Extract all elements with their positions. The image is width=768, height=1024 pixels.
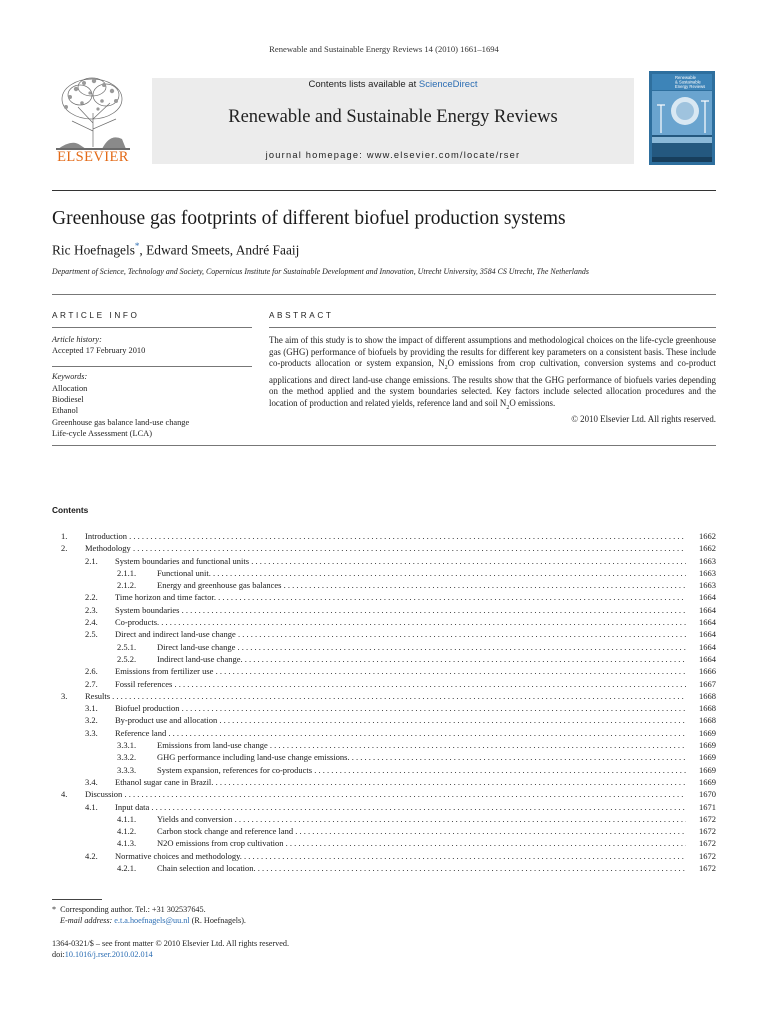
toc-entry-number: 4.1.	[85, 801, 98, 812]
toc-entry-label[interactable]: Ethanol sugar cane in Brazil. . . .	[115, 776, 692, 788]
toc-entry-number: 2.5.	[85, 629, 98, 640]
toc-entry-number: 2.3.	[85, 604, 98, 615]
toc-entry-page: 1662	[686, 542, 716, 554]
toc-entry-number: 1.	[61, 531, 68, 541]
toc-entry-label[interactable]: Time horizon and time factor. . . .	[115, 591, 692, 603]
abstract-bottom-divider	[52, 445, 716, 446]
copyright-line: © 2010 Elsevier Ltd. All rights reserved.	[571, 414, 716, 425]
toc-entry-number: 3.4.	[85, 776, 98, 787]
toc-entry[interactable]	[52, 801, 716, 813]
abstract-body: The aim of this study is to show the impact of different assumptions and methodological choices on the life-cycle greenhouse gas (GHG) performance of biofuels by providing the results for different key parameters on a consistent basis. These include co-products allocation or system expansion, $N_2O$ emissions from crop cultivation, conversion systems and co-product applications and direct land-use change emissions. The results show that the GHG performance of biofuels varies depending on the method applied and the system boundaries selected. Key factors include selected allocation procedures and the location of production and related yields, reference land and soil $N_2O$ emissions. © 2010 Elsevier Ltd. All rights reserved.	[269, 335, 716, 425]
toc-entry-number: 2.5.2.	[117, 653, 137, 664]
sciencedirect-link[interactable]: ScienceDirect	[418, 79, 478, 90]
doi-link[interactable]: 10.1016/j.rser.2010.02.014	[64, 950, 153, 960]
keyword-item: Allocation	[52, 384, 88, 393]
toc-entry-page: 1664	[686, 653, 716, 665]
running-head: Renewable and Sustainable Energy Reviews 14 (2010) 1661–1694	[269, 44, 499, 54]
toc-entry-number: 4.1.2.	[117, 826, 137, 837]
toc-entry-page: 1666	[686, 665, 716, 677]
elsevier-wordmark: ELSEVIER	[57, 149, 129, 165]
toc-entry-label[interactable]: Fossil references . . .	[115, 678, 692, 690]
toc-entry-page: 1672	[686, 813, 716, 825]
toc-entry-number: 2.4.	[85, 617, 98, 628]
toc-entry[interactable]	[52, 862, 716, 874]
corresponding-author-mark[interactable]: *	[134, 241, 140, 251]
abstract-divider	[269, 327, 716, 328]
toc-entry-label[interactable]: Co-products. . . .	[115, 616, 692, 628]
toc-entry-number: 3.2.	[85, 715, 98, 726]
toc-entry-page: 1671	[686, 801, 716, 813]
toc-entry-page: 1668	[686, 714, 716, 726]
toc-entry-label[interactable]: System boundaries and functional units . . .	[115, 555, 692, 567]
toc-entry-page: 1668	[686, 702, 716, 714]
keyword-item: Ethanol	[52, 406, 79, 416]
toc-entry[interactable]	[52, 788, 716, 800]
toc-entry[interactable]	[52, 776, 716, 788]
toc-entry-number: 4.	[61, 789, 68, 800]
toc-entry-label[interactable]: Yields and conversion . . .	[157, 813, 692, 825]
toc-entry-page: 1670	[686, 788, 716, 800]
toc-entry-page: 1664	[686, 628, 716, 640]
toc-entry-label[interactable]: N2O emissions from crop cultivation . . .	[157, 837, 692, 849]
toc-entry-page: 1672	[686, 862, 716, 874]
toc-entry[interactable]	[52, 739, 716, 751]
toc-entry-number: 2.1.2.	[117, 580, 137, 591]
toc-entry-page: 1664	[686, 616, 716, 628]
toc-entry-label[interactable]: Introduction . . .	[85, 530, 692, 542]
toc-entry[interactable]	[52, 751, 716, 763]
toc-entry[interactable]	[52, 530, 716, 542]
toc-entry[interactable]	[52, 616, 716, 628]
toc-entry-number: 2.	[61, 543, 68, 554]
toc-entry-label[interactable]: Input data . . .	[115, 801, 692, 813]
toc-entry-page: 1669	[686, 764, 716, 776]
toc-entry[interactable]	[52, 653, 716, 665]
keyword-list	[52, 383, 189, 439]
accepted-date: Accepted 17 February 2010	[52, 346, 146, 355]
toc-entry-label[interactable]: System boundaries . . .	[115, 604, 692, 616]
toc-entry-label[interactable]: By-product use and allocation . . .	[115, 714, 692, 726]
toc-entry[interactable]	[52, 567, 716, 579]
toc-entry-label[interactable]: Normative choices and methodology. . . .	[115, 850, 692, 862]
toc-entry[interactable]	[52, 727, 716, 739]
toc-entry[interactable]	[52, 641, 716, 653]
toc-entry[interactable]	[52, 702, 716, 714]
toc-entry[interactable]	[52, 591, 716, 603]
author-list	[52, 241, 299, 258]
toc-entry-page: 1662	[686, 530, 716, 542]
email-link[interactable]: e.t.a.hoefnagels@uu.nl	[114, 916, 190, 926]
title-divider	[52, 294, 716, 295]
toc-entry-number: 2.7.	[85, 678, 98, 689]
toc-entry-page: 1672	[686, 850, 716, 862]
article-info-divider	[52, 327, 252, 328]
toc-entry[interactable]	[52, 579, 716, 591]
toc-entry[interactable]	[52, 714, 716, 726]
article-title: Greenhouse gas footprints of different biofuel production systems	[52, 208, 566, 229]
toc-entry-label[interactable]: Functional unit. . . .	[157, 567, 692, 579]
toc-entry[interactable]	[52, 690, 716, 702]
cover-title-line-1: Renewable	[675, 75, 696, 80]
toc-entry-label[interactable]: Carbon stock change and reference land . . .	[157, 825, 692, 837]
toc-entry[interactable]	[52, 850, 716, 862]
toc-entry-number: 3.3.	[85, 727, 98, 738]
toc-entry-page: 1663	[686, 567, 716, 579]
article-info-heading: ARTICLE INFO	[52, 311, 140, 320]
keyword-item: Life-cycle Assessment (LCA)	[52, 428, 153, 438]
toc-entry-label[interactable]: Emissions from land-use change . . .	[157, 739, 692, 751]
keywords-divider	[52, 366, 252, 367]
keyword-item: Biodiesel	[52, 395, 84, 405]
toc-entry[interactable]	[52, 837, 716, 849]
cover-title-line-2: & Sustainable	[675, 79, 701, 85]
toc-entry-label[interactable]: Results . . .	[85, 690, 692, 702]
journal-title: Renewable and Sustainable Energy Reviews	[228, 107, 558, 127]
toc-entry-label[interactable]: Chain selection and location. . . .	[157, 862, 692, 874]
toc-entry[interactable]	[52, 813, 716, 825]
corresponding-author-footnote: * Corresponding author. Tel.: +31 302537645. E-mail address: e.t.a.hoefnagels@uu.nl (R. Hoefnagels).	[52, 905, 246, 926]
journal-cover-image	[649, 71, 715, 165]
toc-entry-number: 2.2.	[85, 592, 98, 603]
issn-block: 1364-0321/$ – see front matter © 2010 Elsevier Ltd. All rights reserved. doi:10.1016/j.rser.2010.02.014	[52, 939, 290, 960]
toc-entry-number: 3.3.1.	[117, 740, 137, 751]
toc-entry[interactable]	[52, 678, 716, 690]
toc-entry-label[interactable]: Direct land-use change . . .	[157, 641, 692, 653]
toc-entry-label[interactable]: Biofuel production . . .	[115, 702, 692, 714]
toc-entry-page: 1669	[686, 751, 716, 763]
abstract-heading: ABSTRACT	[269, 311, 334, 320]
toc-entry-number: 4.1.1.	[117, 813, 137, 824]
toc-entry-label[interactable]: Indirect land-use change. . . .	[157, 653, 692, 665]
toc-entry-label[interactable]: Emissions from fertilizer use . . .	[115, 665, 692, 677]
toc-entry-label[interactable]: GHG performance including land-use change emissions. . . .	[157, 751, 692, 763]
header-divider	[52, 190, 716, 191]
toc-entry[interactable]	[52, 628, 716, 640]
keywords-label: Keywords:	[52, 372, 88, 381]
toc-entry[interactable]	[52, 604, 716, 616]
toc-entry[interactable]	[52, 555, 716, 567]
toc-entry-page: 1672	[686, 825, 716, 837]
toc-entry-number: 4.2.1.	[117, 863, 137, 874]
toc-entry-number: 3.1.	[85, 703, 98, 714]
toc-entry-number: 3.3.2.	[117, 752, 137, 763]
toc-entry-page: 1664	[686, 604, 716, 616]
journal-homepage[interactable]: journal homepage: www.elsevier.com/locate/rser	[265, 150, 521, 160]
toc-entry-label[interactable]: Methodology . . .	[85, 542, 692, 554]
contents-heading: Contents	[52, 505, 89, 515]
author-affiliation: Department of Science, Technology and Society, Copernicus Institute for Sustainable Development and Innovation, Utrecht University, 3584 CS Utrecht, The Netherlands	[52, 267, 589, 276]
issn-line: 1364-0321/$ – see front matter © 2010 Elsevier Ltd. All rights reserved.	[52, 939, 290, 948]
toc-entry-label[interactable]: System expansion, references for co-products . . .	[157, 764, 692, 776]
cover-title-line-3: Energy Reviews	[675, 84, 706, 89]
toc-entry-page: 1667	[686, 678, 716, 690]
article-history-label: Article history:	[52, 335, 102, 344]
toc-entry-page: 1669	[686, 776, 716, 788]
toc-entry-number: 2.1.	[85, 555, 98, 566]
toc-entry-page: 1664	[686, 641, 716, 653]
toc-entry-label[interactable]: Energy and greenhouse gas balances . . .	[157, 579, 692, 591]
keyword-item: Greenhouse gas balance land-use change	[52, 417, 190, 427]
contents-availability: Contents lists available at ScienceDirect	[308, 79, 478, 90]
table-of-contents	[52, 530, 716, 874]
toc-entry[interactable]	[52, 542, 716, 554]
toc-entry-page: 1669	[686, 739, 716, 751]
toc-entry-page: 1663	[686, 555, 716, 567]
author-others: , Edward Smeets, André Faaij	[139, 242, 300, 258]
toc-entry-page: 1668	[686, 690, 716, 702]
toc-entry-number: 4.2.	[85, 850, 98, 861]
toc-entry-label[interactable]: Discussion . . .	[85, 788, 692, 800]
toc-entry[interactable]	[52, 825, 716, 837]
author-hoefnagels: Ric Hoefnagels	[52, 242, 135, 258]
toc-entry-number: 2.1.1.	[117, 567, 137, 578]
toc-entry-number: 2.5.1.	[117, 641, 137, 652]
toc-entry[interactable]	[52, 764, 716, 776]
toc-entry[interactable]	[52, 665, 716, 677]
toc-entry-label[interactable]: Reference land . . .	[115, 727, 692, 739]
toc-entry-page: 1672	[686, 837, 716, 849]
toc-entry-number: 3.	[61, 690, 68, 701]
toc-entry-page: 1664	[686, 591, 716, 603]
footnote-divider	[52, 899, 102, 900]
toc-entry-page: 1669	[686, 727, 716, 739]
toc-entry-number: 3.3.3.	[117, 764, 137, 775]
toc-entry-page: 1663	[686, 579, 716, 591]
toc-entry-number: 4.1.3.	[117, 838, 137, 849]
toc-entry-number: 2.6.	[85, 666, 98, 677]
toc-entry-label[interactable]: Direct and indirect land-use change . . .	[115, 628, 692, 640]
